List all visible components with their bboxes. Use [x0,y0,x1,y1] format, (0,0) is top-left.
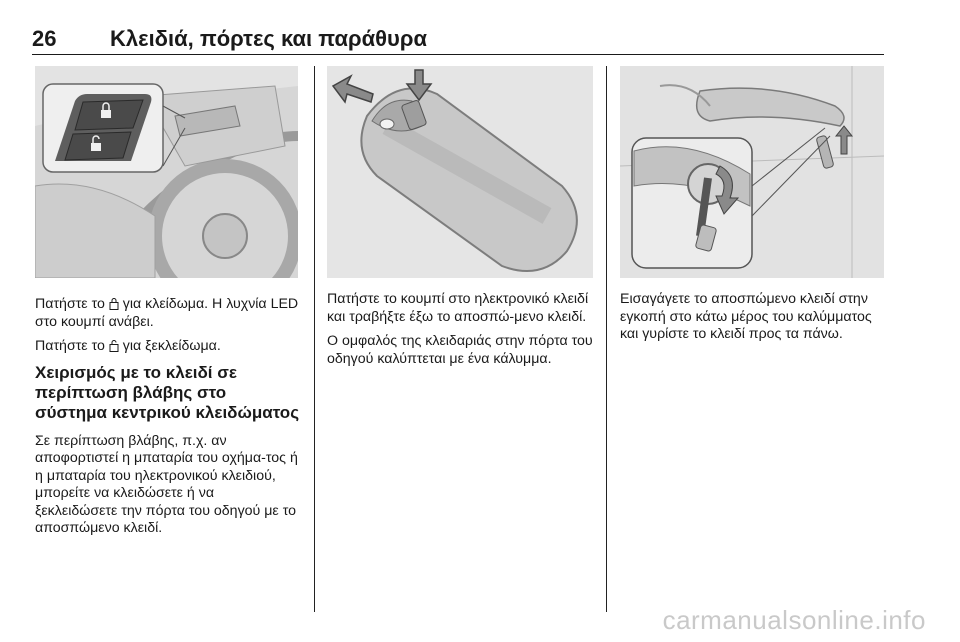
column-divider-2 [606,66,607,612]
column-1-text [35,296,300,545]
door-panel-figure [35,66,298,278]
padlock-open-icon [109,339,119,352]
fault-paragraph: Σε περίπτωση βλάβης, π.χ. αν αποφορτιστεί η μπαταρία του οχήμα-τος ή η μπαταρία του ηλεκτρονικού κλειδιού, μπορείτε να κλειδώσετε ή να ξεκλειδώσετε την πόρτα του οδηγού με το αποσπώμενο κλειδί. [35,432,298,536]
page-number: 26 [32,26,57,51]
column-divider-1 [314,66,315,612]
unlock-instruction: Πατήστε το για ξεκλείδωμα. [35,338,221,354]
lock-cover-paragraph: Ο ομφαλός της κλειδαριάς στην πόρτα του οδηγού καλύπτεται με ένα κάλυμμα. [327,333,593,367]
lock-instruction: Πατήστε το για κλείδωμα. Η λυχνία LED στο κουμπί ανάβει. [35,296,299,330]
padlock-closed-icon [109,297,119,310]
column-2-text [327,291,595,375]
page-header [32,26,884,55]
section-heading: Χειρισμός με το κλειδί σε περίπτωση βλάβης στο σύστημα κεντρικού κλειδώματος [35,362,300,422]
page-title: Κλειδιά, πόρτες και παράθυρα [110,26,427,51]
key-removal-paragraph: Πατήστε το κουμπί στο ηλεκτρονικό κλειδί και τραβήξτε έξω το αποσπώ-μενο κλειδί. [327,291,589,325]
door-handle-figure [620,66,884,278]
watermark: carmanualsonline.info [662,605,926,635]
key-fob-figure [327,66,593,278]
column-3-text [620,291,888,351]
insert-key-paragraph: Εισαγάγετε το αποσπώμενο κλειδί στην εγκοπή στο κάτω μέρος του καλύμματος και γυρίστε το κλειδί προς τα πάνω. [620,291,872,342]
